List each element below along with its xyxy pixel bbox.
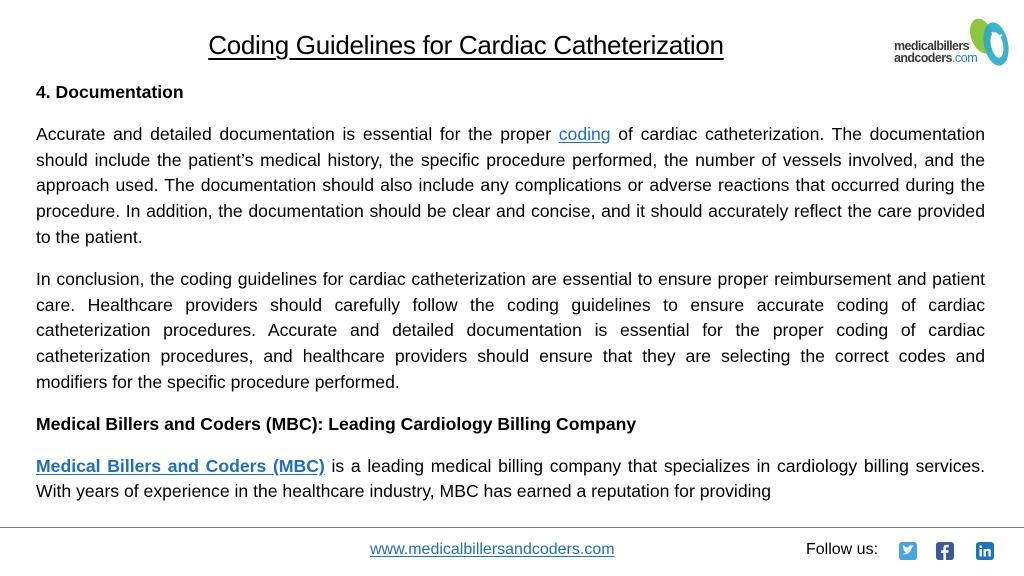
follow-us-label: Follow us: [806,541,879,558]
logo-wordmark [894,40,977,64]
facebook-f-icon [936,542,954,560]
company-logo[interactable] [892,12,1016,72]
section-heading: 4. Documentation [36,82,184,102]
facebook-icon[interactable] [936,542,954,560]
linkedin-icon[interactable] [976,542,994,560]
mbc-heading: Medical Billers and Coders (MBC): Leading Cardiology Billing Company [36,413,637,434]
twitter-icon[interactable] [899,542,917,560]
page-title: Coding Guidelines for Cardiac Catheterization [208,30,724,60]
twitter-bird-icon [899,542,917,560]
main-content [36,80,985,521]
website-link[interactable]: www.medicalbillersandcoders.com [370,541,615,558]
mbc-text: is a leading medical billing company that specializes in cardiology billing services. With years of experience in the healthcare industry, MBC has earned a reputation for providing [36,455,985,502]
mbc-paragraph [36,454,985,506]
logo-line-2-main: andcoders [894,51,952,65]
logo-line-2 [894,52,977,64]
logo-line-1: medicalbillers [894,39,969,53]
footer-divider [0,527,1024,528]
documentation-paragraph [36,122,985,251]
linkedin-in-icon [976,542,994,560]
mbc-link[interactable]: Medical Billers and Coders (MBC) [36,455,325,476]
conclusion-paragraph: In conclusion, the coding guidelines for cardiac catheterization are essential to ensure proper reimbursement and patient care. Healthcare providers should carefully follow the coding guidelines to ensure accurate coding of cardiac catheterization procedures. Accurate and detailed documentation is essential for the proper coding of cardiac catheterization procedures, and healthcare providers should ensure that they are selecting the correct codes and modifiers for the specific procedure performed. [36,268,985,392]
documentation-text-end: of cardiac catheterization. The documentation should include the patient’s medical history, the specific procedure performed, the number of vessels involved, and the approach used. The documentation should also include any complications or adverse reactions that occurred during the procedure. In addition, the documentation should be clear and concise, and it should accurately reflect the care provided to the patient. [36,123,985,247]
documentation-text-start: Accurate and detailed documentation is essential for the proper [36,123,559,144]
logo-line-2-suffix: .com [951,51,978,65]
coding-link[interactable]: coding [558,123,611,144]
